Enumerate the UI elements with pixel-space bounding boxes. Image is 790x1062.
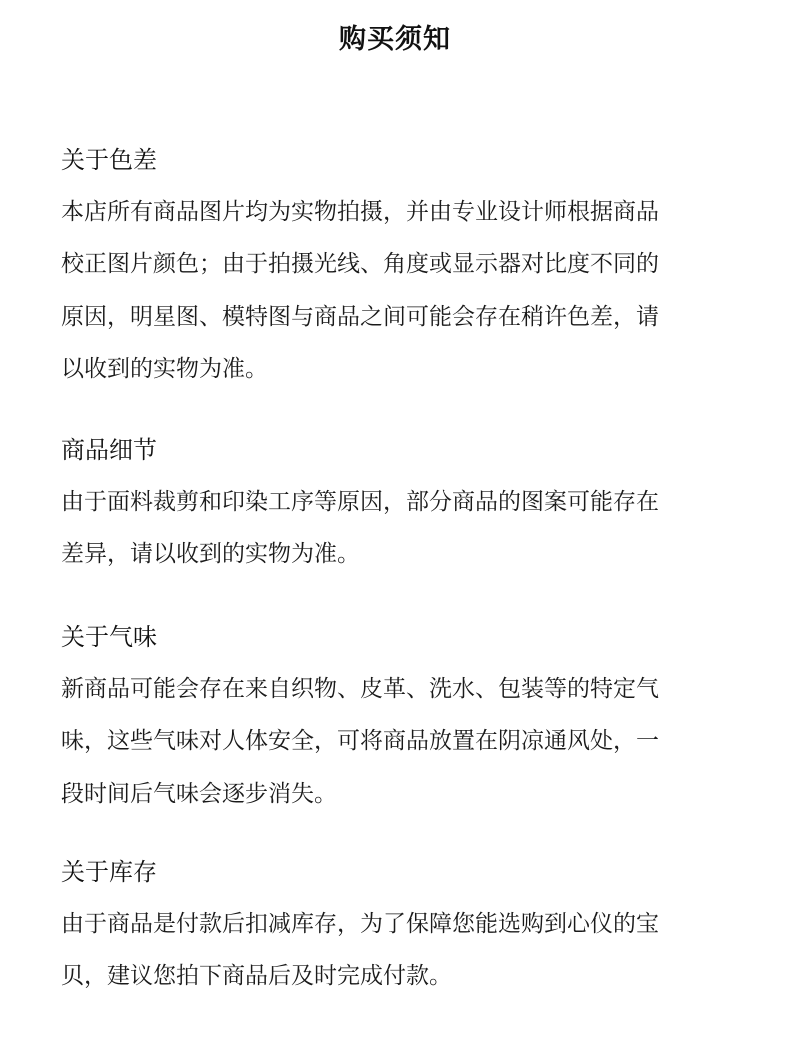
section-heading: 商品细节 — [61, 436, 157, 464]
body-line: 新商品可能会存在来自织物、皮革、洗水、包装等的特定气 — [61, 676, 659, 702]
body-line: 差异，请以收到的实物为准。 — [61, 541, 360, 568]
section-heading: 关于气味 — [61, 623, 157, 651]
section-heading: 关于库存 — [61, 858, 157, 886]
section-product-details — [61, 424, 741, 581]
body-line: 原因，明星图、模特图与商品之间可能会存在稍许色差，请 — [61, 303, 659, 330]
section-body — [61, 186, 741, 396]
section-body — [61, 476, 741, 581]
section-odor — [61, 611, 741, 820]
section-body — [61, 663, 741, 820]
section-inventory — [61, 846, 741, 1003]
body-line: 味，这些气味对人体安全，可将商品放置在阴凉通风处，一 — [61, 728, 659, 755]
body-line: 贝，建议您拍下商品后及时完成付款。 — [61, 963, 452, 990]
body-line: 由于商品是付款后扣减库存，为了保障您能选购到心仪的宝 — [61, 911, 659, 937]
section-color-difference — [61, 134, 741, 396]
body-line: 以收到的实物为准。 — [61, 356, 268, 383]
body-line: 段时间后气味会逐步消失。 — [61, 780, 337, 807]
section-body — [61, 898, 741, 1003]
body-line: 本店所有商品图片均为实物拍摄，并由专业设计师根据商品 — [61, 199, 659, 225]
page-title: 购买须知 — [339, 24, 451, 55]
section-heading: 关于色差 — [61, 146, 157, 174]
body-line: 校正图片颜色；由于拍摄光线、角度或显示器对比度不同的 — [61, 251, 659, 278]
body-line: 由于面料裁剪和印染工序等原因，部分商品的图案可能存在 — [61, 489, 659, 515]
